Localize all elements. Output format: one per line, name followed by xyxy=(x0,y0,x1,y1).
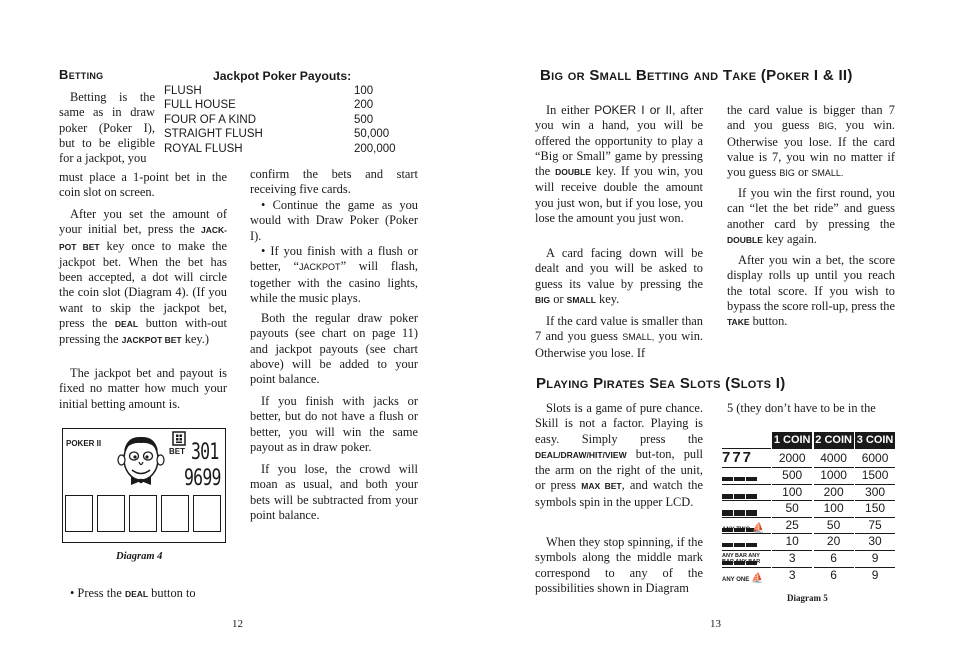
slot-payout: 200 xyxy=(814,484,854,501)
poker-mode-text: POKER I or II, xyxy=(594,103,676,117)
payout-row xyxy=(164,84,396,98)
text-span: , and watch the symbols spin in the upper LCD. xyxy=(535,478,703,509)
double-key: DOUBLE xyxy=(555,167,591,178)
slots-heading-text: Playing Pirates Sea Slots (Slots I) xyxy=(536,375,786,392)
bigsmall-col2-para1 xyxy=(727,103,895,181)
payout-hand: FLUSH xyxy=(164,85,202,97)
betting-para1-lead-text: Betting is the same as in draw poker (Poker I), but to be eligible for a jackpot, you xyxy=(59,90,155,166)
bigsmall-para1 xyxy=(535,103,703,226)
betting-para1-tail xyxy=(59,170,227,201)
slot-row xyxy=(722,517,895,534)
betting-heading-text: Betting xyxy=(59,67,104,82)
coin-header: 1 COIN xyxy=(773,434,811,446)
slot-payout: 9 xyxy=(855,567,895,584)
betting-para3 xyxy=(59,366,227,412)
col2-para6 xyxy=(250,462,418,523)
triple-bar-icon xyxy=(722,467,771,484)
slot-payout: 20 xyxy=(814,533,854,550)
text-span: or xyxy=(550,291,567,306)
text-span: • Continue the game as you would with Draw Poker (Poker I). xyxy=(250,198,418,243)
lcd-title: POKER II xyxy=(66,439,102,448)
text-span: after you win a hand, you will be offered the opportunity to play a “Big or Small” game by pressing the xyxy=(535,103,703,179)
card-slot xyxy=(161,495,189,532)
slots-heading xyxy=(536,375,786,392)
text-span: In either xyxy=(546,103,595,117)
slot-header-row xyxy=(722,432,895,448)
big-small-heading xyxy=(540,67,853,84)
col2-para1 xyxy=(250,167,418,198)
deal-key: DEAL xyxy=(114,319,139,330)
slot-payout: 1000 xyxy=(814,467,854,484)
big-word: BIG, xyxy=(818,121,837,132)
col2-para2 xyxy=(250,198,418,244)
text-span: key.) xyxy=(181,332,210,347)
text-span: key. xyxy=(595,291,620,306)
payout-hand: FOUR OF A KIND xyxy=(164,113,257,126)
payout-hand: FULL HOUSE xyxy=(164,99,236,112)
payout-row xyxy=(164,98,396,112)
text-span: If you finish with jacks or better, but do not have a flush or better, you will win the same payout as in draw poker. xyxy=(250,394,418,454)
text-span: you win. Otherwise you lose. If xyxy=(535,329,703,360)
slots-col2-para1 xyxy=(727,401,897,416)
slot-payout: 10 xyxy=(772,533,812,550)
deal-bullet xyxy=(70,586,230,602)
payout-row xyxy=(164,127,396,141)
col2-para4 xyxy=(250,311,418,387)
deal-key: DEAL xyxy=(124,589,149,599)
slot-row xyxy=(722,448,895,467)
slots-para1 xyxy=(535,401,703,510)
cartoon-face-icon xyxy=(117,433,165,493)
card-slot xyxy=(129,495,157,532)
small-word: SMALL. xyxy=(811,168,844,179)
text-span: the card value is bigger than 7 and you guess xyxy=(727,103,895,133)
text-span: but-ton, pull the arm on the right of the unit, or press xyxy=(535,446,703,493)
payout-hand: ROYAL FLUSH xyxy=(164,142,243,155)
bet-amount-display: 301 xyxy=(191,440,219,465)
jackpot-bet-key: JACK-POT BET xyxy=(59,225,227,252)
col2-para3 xyxy=(250,244,418,306)
text-span: button with-out pressing the xyxy=(59,316,227,347)
page-number-right: 13 xyxy=(710,618,721,630)
big-small-heading-text: Big or Small Betting and Take (Poker I & II) xyxy=(540,67,853,84)
coin-header: 3 COIN xyxy=(856,434,894,446)
text-span: • If you finish with a flush or better, “ xyxy=(250,244,418,274)
bigsmall-col2-para3 xyxy=(727,253,895,330)
any-bar-label: ANY BAR ANY BAR ANY BAR xyxy=(722,552,761,565)
text-span: button. xyxy=(749,314,788,329)
slot-payout: 3 xyxy=(772,567,812,584)
double-key: DOUBLE xyxy=(727,234,763,245)
bet-label: BET xyxy=(169,447,185,456)
slot-symbol-777 xyxy=(722,448,771,468)
double-bar-icon xyxy=(722,484,771,501)
text-span: key once to make the jackpot bet. When the bet has been accepted, a dot will circle the coin slot (Diagram 4). (If you want to skip the jackpot bet, press the xyxy=(59,238,227,331)
slot-row xyxy=(722,484,895,501)
coin-slot-icon xyxy=(172,431,186,446)
slot-payout: 300 xyxy=(855,484,895,501)
text-span: After you set the amount of your initial bet, press the xyxy=(59,207,227,237)
betting-para2 xyxy=(59,207,227,349)
slot-payout: 100 xyxy=(814,500,854,517)
coin-header: 2 COIN xyxy=(815,434,852,446)
text-span: When they stop spinning, if the symbols along the middle mark correspond to any of the possibilities shown in Diagram xyxy=(535,535,703,595)
slot-payout: 6 xyxy=(814,567,854,584)
slot-payout: 9 xyxy=(855,550,895,567)
jackpot-word: JACKPOT xyxy=(299,262,341,273)
bigsmall-para2 xyxy=(535,246,703,308)
slot-payout: 50 xyxy=(814,517,854,534)
score-display: 9699 xyxy=(184,466,221,491)
slot-payout: 3 xyxy=(772,550,812,567)
text-span: confirm the bets and start receiving five cards. xyxy=(250,167,418,197)
text-span: After you win a bet, the score display rolls up until you reach the total score. If you wish to bypass the score roll-up, press the xyxy=(727,253,895,313)
small-key: SMALL xyxy=(566,294,596,305)
jackpot-bet-key: JACKPOT BET xyxy=(121,335,182,346)
slots-para2 xyxy=(535,535,703,596)
slot-row xyxy=(722,533,895,550)
payout-value: 200 xyxy=(354,99,374,112)
slot-payout: 100 xyxy=(772,484,812,501)
payout-value: 500 xyxy=(354,113,374,126)
any-two-icon xyxy=(722,517,771,534)
any-one-icon xyxy=(722,567,771,584)
text-span: key again. xyxy=(762,231,817,246)
slot-payout: 6 xyxy=(814,550,854,567)
take-key: TAKE xyxy=(727,317,750,328)
slot-row xyxy=(722,467,895,484)
bigsmall-col2-para2 xyxy=(727,186,895,248)
deal-draw-hit-view-key: DEAL/DRAW/HIT/VIEW xyxy=(535,449,627,460)
betting-para3-text: The jackpot bet and payout is fixed no matter how much your initial betting amount is. xyxy=(59,366,227,411)
slot-payout: 6000 xyxy=(855,448,895,468)
slot-payout: 1500 xyxy=(855,467,895,484)
payout-row xyxy=(164,113,396,127)
payout-hand: STRAIGHT FLUSH xyxy=(164,128,263,141)
text-span: key. If you win, you will receive double the amount you just won, but if you lose, you lose the amount you just won. xyxy=(535,164,703,226)
text-span: Slots is a game of pure chance. Skill is not a factor. Playing is easy. Simply press the xyxy=(535,401,703,446)
text-span: button to xyxy=(148,586,196,600)
slot-payout: 4000 xyxy=(814,448,854,468)
jackpot-payout-table xyxy=(164,69,396,156)
text-span: ” will flash, together with the casino lights, while the music plays. xyxy=(250,259,418,305)
big-key: BIG xyxy=(535,294,551,305)
slot-row xyxy=(722,550,895,567)
betting-para1-tail-text: must place a 1-point bet in the coin slot on screen. xyxy=(59,170,227,200)
text-span: If you lose, the crowd will moan as usual, and both your bets will be subtracted from your point balance. xyxy=(250,462,418,522)
card-slot xyxy=(97,495,125,532)
payout-value: 200,000 xyxy=(354,142,396,155)
slot-row xyxy=(722,500,895,517)
big-word: BIG xyxy=(779,168,795,179)
payout-value: 100 xyxy=(354,85,374,97)
text-span: or xyxy=(794,165,812,180)
text-span: If you win the first round, you can “let the bet ride” and guess another card by pressing the xyxy=(727,186,895,231)
ship-icon: ⛵ xyxy=(751,572,764,584)
single-bar-icon xyxy=(722,500,771,517)
page-number-left: 12 xyxy=(232,618,243,630)
card-slot xyxy=(193,495,221,532)
text-span: 5 (they don’t have to be in the xyxy=(727,401,876,415)
slot-payout: 25 xyxy=(772,517,812,534)
betting-heading xyxy=(59,67,104,82)
payout-title: Jackpot Poker Payouts: xyxy=(213,69,352,83)
diagram-4-lcd xyxy=(62,428,226,543)
betting-para1-lead xyxy=(59,90,155,166)
text-span: Both the regular draw poker payouts (see chart on page 11) and jackpot payouts (see chart above) will be added to your point balance. xyxy=(250,311,418,387)
col2-para5 xyxy=(250,394,418,455)
diagram-5-caption: Diagram 5 xyxy=(787,593,828,603)
slot-payout: 75 xyxy=(855,517,895,534)
mixed-bar-icon xyxy=(722,533,771,550)
slot-row xyxy=(722,567,895,584)
slot-payout: 2000 xyxy=(772,448,812,468)
any-two-label: ANY TWO xyxy=(722,526,751,533)
slot-payout: 500 xyxy=(772,467,812,484)
slot-payout-table xyxy=(722,432,895,583)
slot-payout: 150 xyxy=(855,500,895,517)
any-bar-icon xyxy=(722,550,771,567)
slot-payout: 50 xyxy=(772,500,812,517)
ship-icon: ⛵ xyxy=(752,522,765,534)
symbol-header-blank xyxy=(722,432,771,448)
small-word: SMALL, xyxy=(622,332,655,343)
diagram-4-caption: Diagram 4 xyxy=(116,551,163,562)
bigsmall-para3 xyxy=(535,314,703,361)
text-span: If the card value is smaller than 7 and you guess xyxy=(535,314,703,344)
text-span: you win. Otherwise you lose. If the card value is 7, you win no matter if you guess xyxy=(727,118,895,180)
max-bet-key: MAX BET xyxy=(581,481,622,492)
text-span: A card facing down will be dealt and you will be asked to guess its value by pressing the xyxy=(535,246,703,291)
card-slot xyxy=(65,495,93,532)
payout-row xyxy=(164,142,396,156)
any-one-label: ANY ONE xyxy=(722,576,750,583)
seven-symbol-icon: 777 xyxy=(722,449,754,466)
slot-payout: 30 xyxy=(855,533,895,550)
payout-rows xyxy=(164,84,396,156)
payout-value: 50,000 xyxy=(354,128,390,141)
text-span: • Press the xyxy=(70,586,125,600)
